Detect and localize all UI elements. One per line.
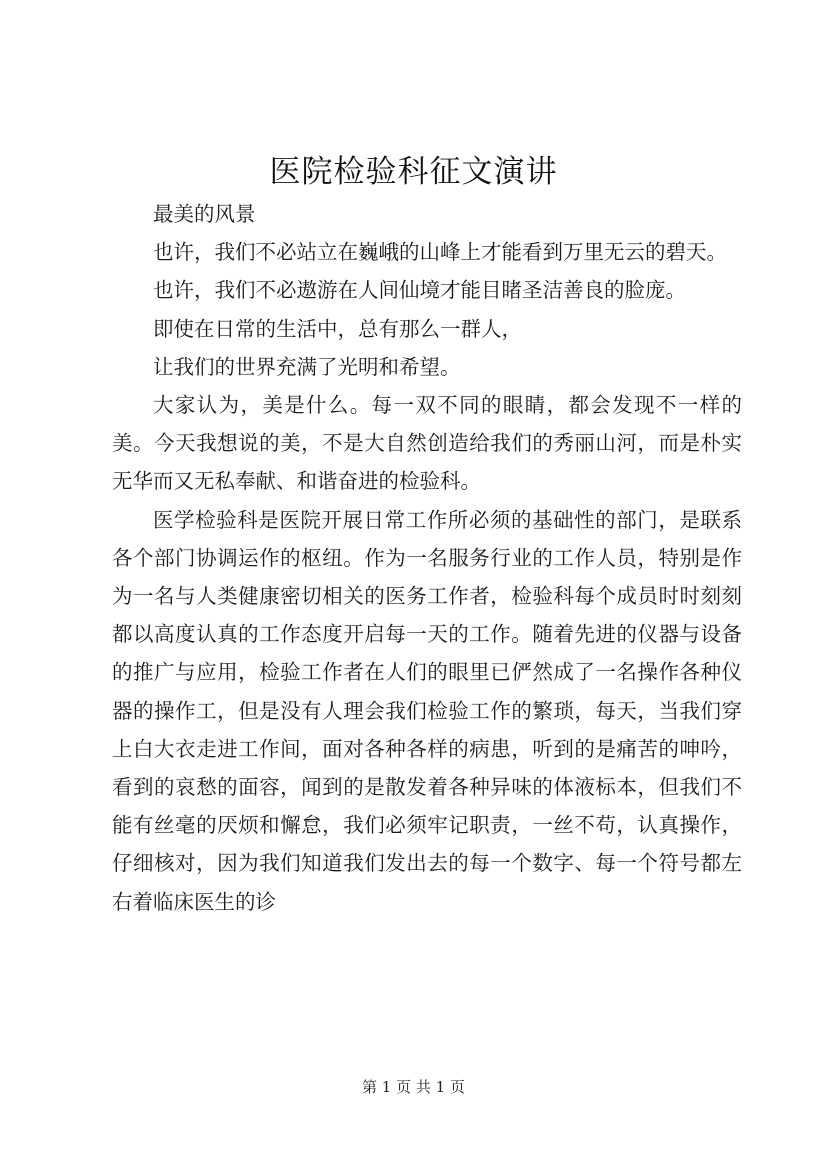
paragraph: 也许，我们不必遨游在人间仙境才能目睹圣洁善良的脸庞。 <box>153 278 686 303</box>
paragraph: 让我们的世界充满了光明和希望。 <box>153 354 461 379</box>
paragraph: 也许，我们不必站立在巍峨的山峰上才能看到万里无云的碧天。 <box>153 240 727 265</box>
paragraph: 大家认为，美是什么。每一双不同的眼睛，都会发现不一样的美。今天我想说的美，不是大自然创造给我们的秀丽山河，而是朴实无华而又无私奉献、和谐奋进的检验科。 <box>112 393 742 494</box>
page-number-footer: 第 1 页 共 1 页 <box>362 1078 465 1096</box>
document-body <box>112 195 742 921</box>
paragraph: 即使在日常的生活中，总有那么一群人， <box>153 316 522 341</box>
document-title: 医院检验科征文演讲 <box>269 154 558 190</box>
paragraph: 医学检验科是医院开展日常工作所必须的基础性的部门，是联系各个部门协调运作的枢纽。作为一名服务行业的工作人员，特别是作为一名与人类健康密切相关的医务工作者，检验科每个成员时时刻刻都以高度认真的工作态度开启每一天的工作。随着先进的仪器与设备的推广与应用，检验工作者在人们的眼里已俨然成了一名操作各种仪器的操作工，但是没有人理会我们检验工作的繁琐，每天，当我们穿上白大衣走进工作间，面对各种各样的病患，听到的是痛苦的呻吟，看到的哀愁的面容，闻到的是散发着各种异味的体液标本，但我们不能有丝毫的厌烦和懈怠，我们必须牢记职责，一丝不苟，认真操作，仔细核对，因为我们知道我们发出去的每一个数字、每一个符号都左右着临床医生的诊 <box>112 507 742 914</box>
paragraph-subtitle: 最美的风景 <box>153 202 256 226</box>
